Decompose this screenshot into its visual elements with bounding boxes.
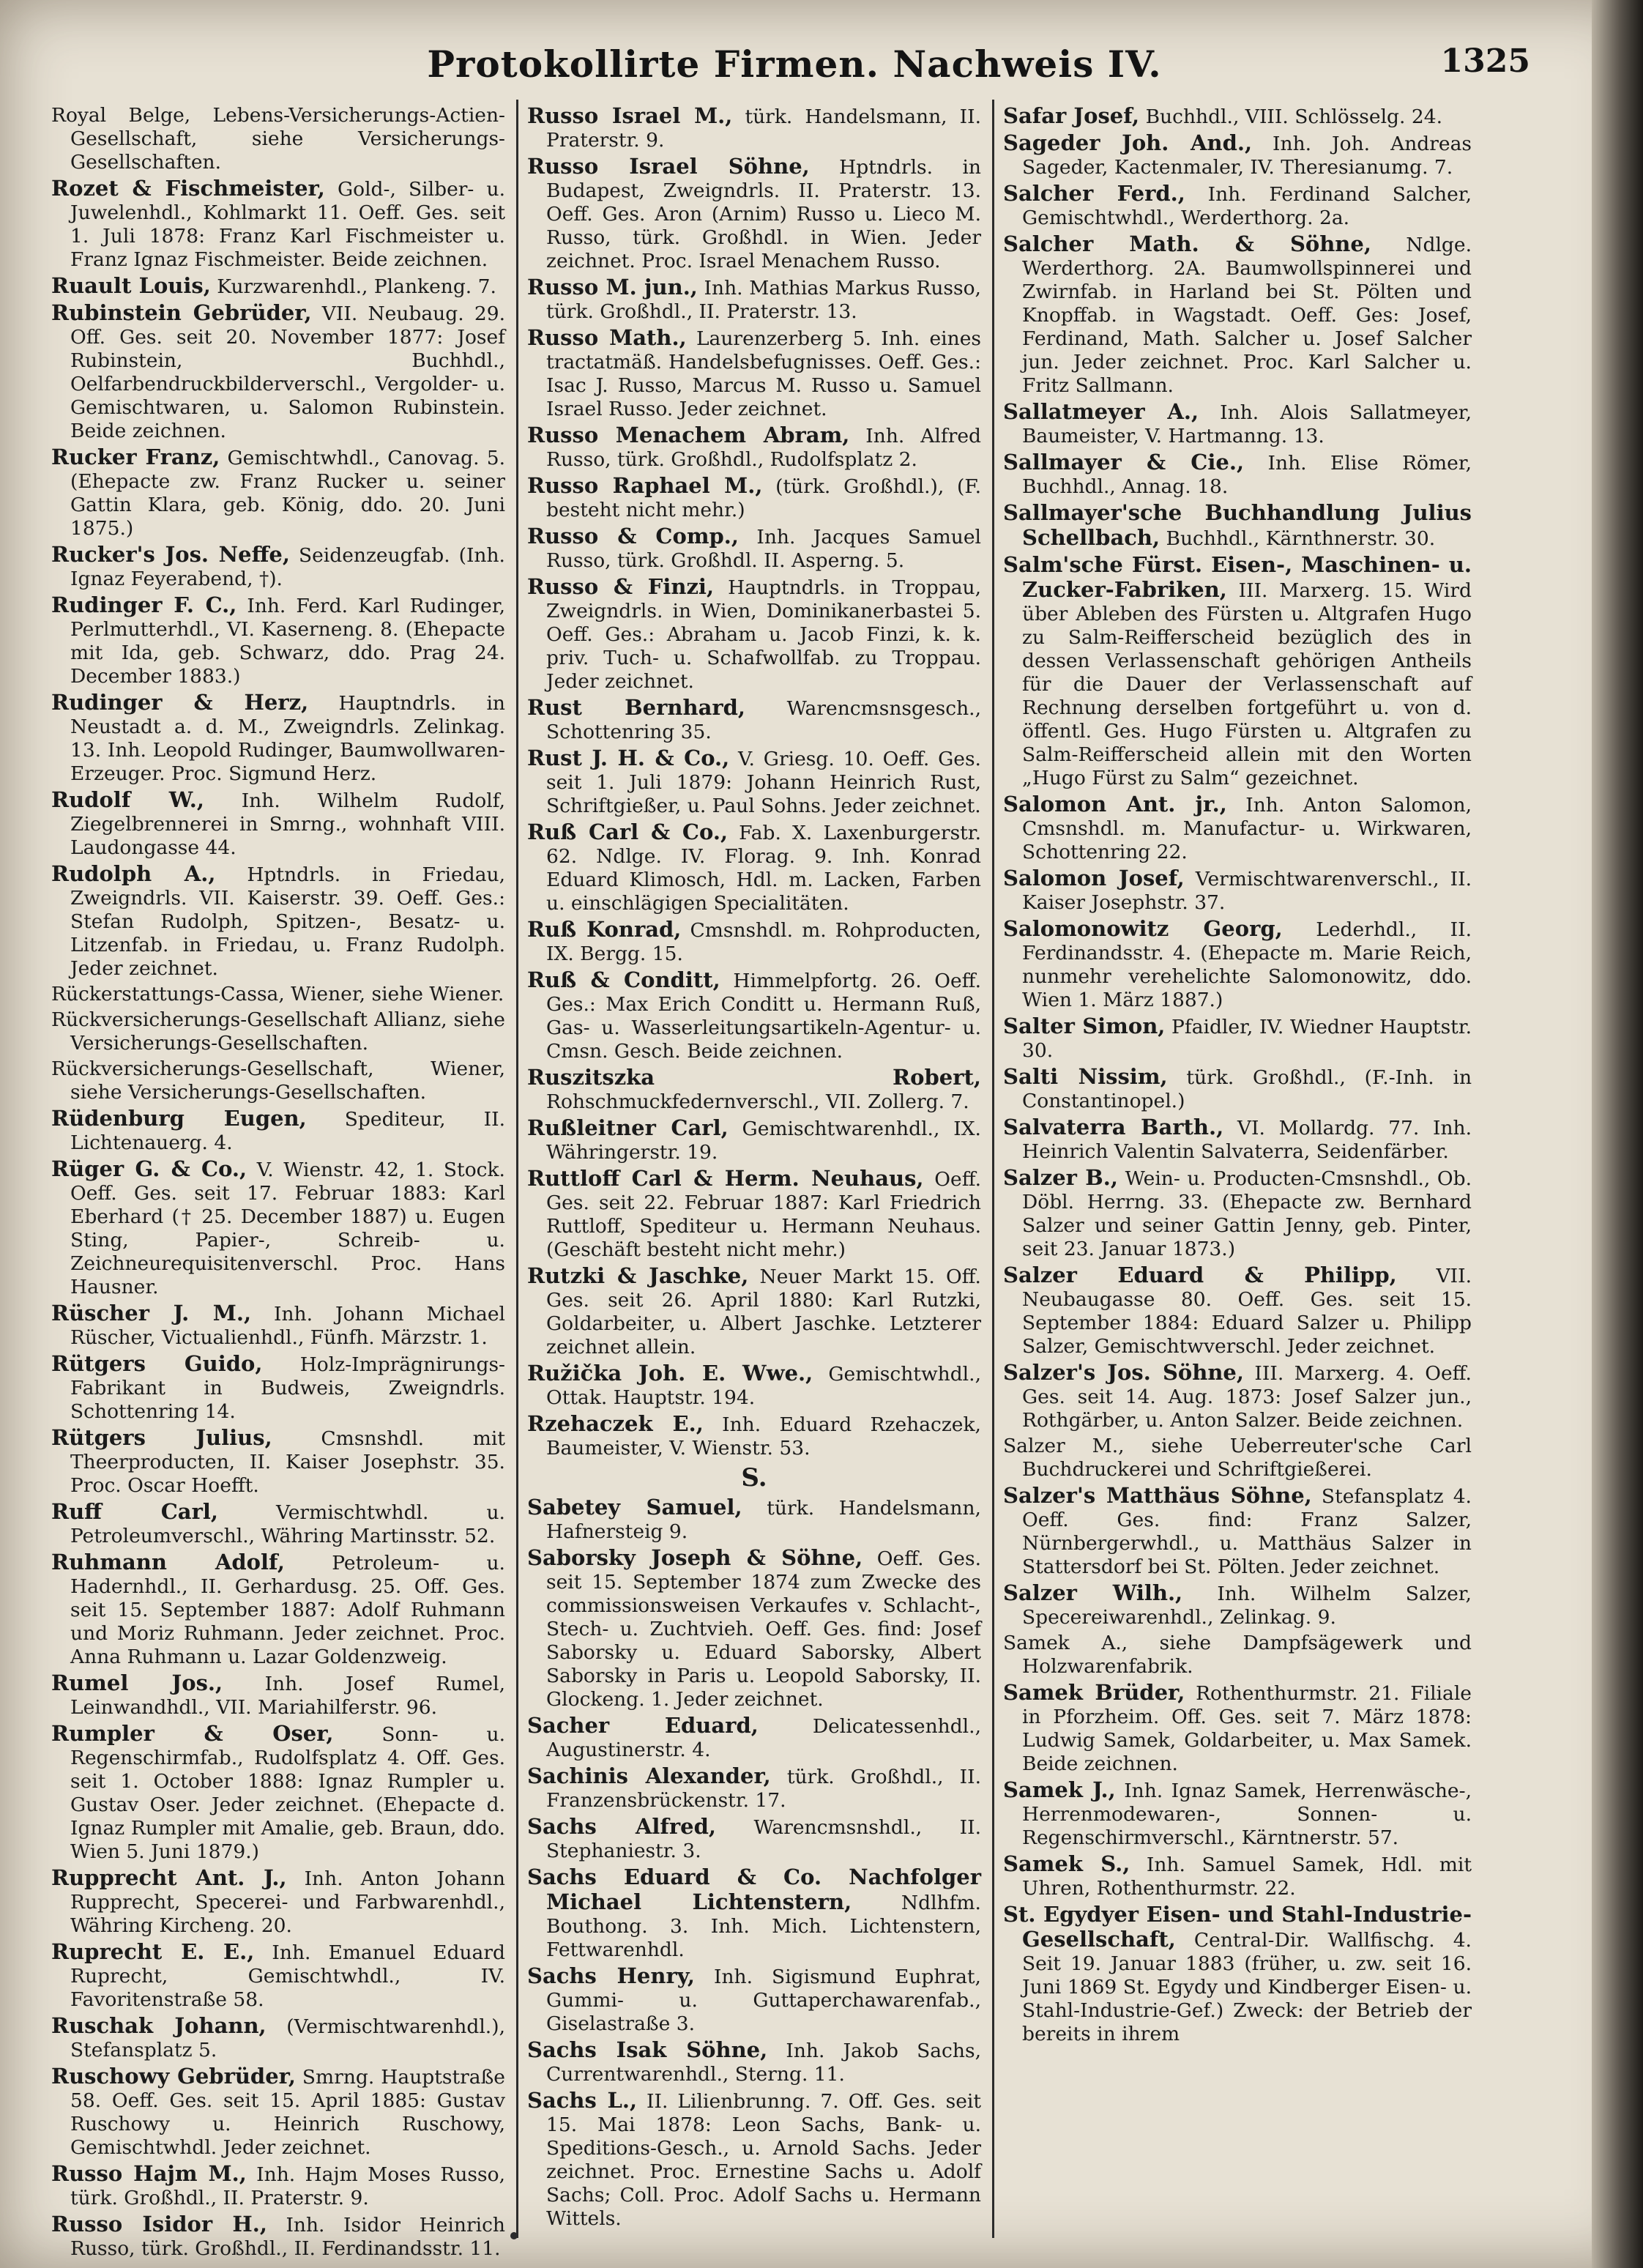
firm-name: Ružička Joh. E. Wwe., [527, 1361, 813, 1386]
entry-text: türk. Großhdl., II. Franzensbrückenstr. 17. [546, 1766, 981, 1812]
directory-entry [527, 2089, 981, 2231]
directory-entry [527, 1412, 981, 1460]
firm-name: Sallatmeyer A., [1003, 399, 1199, 424]
firm-name: Rüger G. & Co., [51, 1156, 247, 1181]
entry-text: Inh. Ferd. Karl Rudinger, Perlmutterhdl., VI. Kaserneng. 8. (Ehepacte mit Ida, geb. Schwarz, ddo. Prag 24. December 1883.) [70, 595, 505, 688]
directory-entry [51, 543, 505, 591]
firm-name: Ruff Carl, [51, 1499, 218, 1524]
running-head [59, 42, 1530, 94]
firm-name: Salzer Eduard & Philipp, [1003, 1263, 1397, 1287]
directory-entry [51, 1057, 505, 1104]
directory-entry [1003, 182, 1472, 230]
page-gutter-shadow [1592, 0, 1643, 2268]
entry-text: Inh. Elise Römer, Buchhdl., Annag. 18. [1022, 452, 1472, 498]
entry-text: II. Lilienbrunng. 7. Off. Ges. seit 15. Mai 1878: Leon Sachs, Bank- u. Speditions-Gesch., u. Arnold Sachs. Jeder zeichnet. Proc. Ernestine Sachs u. Adolf Sachs; Coll. Proc. Adolf Sachs u. Hermann Wittels. [546, 2090, 981, 2230]
entry-text: Ndlhfm. Bouthong. 3. Inh. Mich. Lichtenstern, Fettwarenhdl. [546, 1892, 981, 1961]
directory-entry [1003, 1435, 1472, 1481]
firm-name: Sachs Isak Söhne, [527, 2037, 768, 2062]
entry-text: Buchhdl., Kärnthnerstr. 30. [1160, 527, 1436, 550]
entry-text: Inh. Eduard Rzehaczek, Baumeister, V. Wienstr. 53. [546, 1413, 981, 1460]
firm-name: Saborsky Joseph & Söhne, [527, 1545, 863, 1570]
entry-text: Vermischtwarenverschl., II. Kaiser Josephstr. 37. [1022, 868, 1472, 914]
entry-text: Lederhdl., II. Ferdinandsstr. 4. (Ehepacte m. Marie Reich, nunmehr verehelichte Salomonowitz, ddo. Wien 1. März 1887.) [1022, 918, 1472, 1011]
firm-name: Salomonowitz Georg, [1003, 916, 1283, 941]
firm-name: Russo Math., [527, 325, 687, 350]
directory-entry [51, 445, 505, 540]
firm-name: Rucker Franz, [51, 445, 220, 469]
directory-entry [1003, 1778, 1472, 1850]
directory-entry [527, 968, 981, 1063]
directory-entry [1003, 1632, 1472, 1678]
firm-name: Samek S., [1003, 1851, 1130, 1876]
firm-name: Rüscher J. M., [51, 1301, 252, 1326]
entry-text: Wein- u. Producten-Cmsnshdl., Ob. Döbl. Herrng. 33. (Ehepacte zw. Bernhard Salzer und seiner Gattin Jenny, geb. Pinter, seit 23. Januar 1873.) [1022, 1167, 1472, 1260]
directory-entry [527, 1495, 981, 1544]
entry-text: Rückversicherungs-Gesellschaft, Wiener, siehe Versicherungs-Gesellschaften. [51, 1057, 505, 1104]
entry-text: Rückerstattungs-Cassa, Wiener, siehe Wiener. [51, 983, 504, 1005]
entry-text: Vermischtwhdl. u. Petroleumverschl., Währing Martinsstr. 52. [70, 1501, 505, 1547]
entry-text: Hptndrls. in Friedau, Zweigndrls. VII. Kaiserstr. 39. Oeff. Ges.: Stefan Rudolph, Spitzen-, Besatz- u. Litzenfab. in Friedau, u. Franz Rudolph. Jeder zeichnet. [70, 863, 505, 980]
entry-text: türk. Handelsmann, II. Praterstr. 9. [546, 105, 981, 152]
entry-text: Holz-Imprägnirungs-Fabrikant in Budweis, Zweigndrls. Schottenring 14. [70, 1353, 506, 1423]
firm-name: Sacher Eduard, [527, 1713, 759, 1738]
directory-entry [1003, 866, 1472, 915]
firm-name: Salzer Wilh., [1003, 1580, 1183, 1605]
firm-name: Salcher Math. & Söhne, [1003, 231, 1371, 256]
firm-name: Rudolf W., [51, 787, 204, 812]
entry-text: Central-Dir. Wallfischg. 4. Seit 19. Januar 1883 (früher, u. zw. seit 16. Juni 1869 St. Egydy und Kindberger Eisen- u. Stahl-Industrie-Gef.) Zweck: der Betrieb der bereits in ihrem [1022, 1929, 1472, 2045]
entry-text: Inh. Anton Salomon, Cmsnshdl. m. Manufactur- u. Wirkwaren, Schottenring 22. [1022, 794, 1472, 863]
directory-entry [51, 1550, 505, 1669]
firm-name: Russo Isidor H., [51, 2212, 267, 2237]
entry-text: Inh. Mathias Markus Russo, türk. Großhdl., II. Praterstr. 13. [546, 277, 981, 323]
column-rule [992, 100, 994, 2238]
directory-entry [527, 326, 981, 421]
entry-text: Inh. Ferdinand Salcher, Gemischtwhdl., Werderthorg. 2a. [1022, 183, 1472, 229]
directory-entry [1003, 1014, 1472, 1063]
entry-text: V. Griesg. 10. Oeff. Ges. seit 1. Juli 1879: Johann Heinrich Rust, Schriftgießer, u. Paul Sohns. Jeder zeichnet. [546, 748, 981, 817]
entry-text: Gemischtwhdl., Ottak. Hauptstr. 194. [546, 1363, 981, 1409]
firm-name: Salzer's Jos. Söhne, [1003, 1360, 1244, 1385]
directory-entry [527, 1815, 981, 1863]
entry-text: Rohschmuckfedernverschl., VII. Zollerg. 7. [546, 1090, 969, 1113]
directory-entry [51, 691, 505, 786]
entry-text: (Vermischtwarenhdl.), Stefansplatz 5. [70, 2015, 505, 2061]
entry-text: Inh. Anton Johann Rupprecht, Specerei- und Farbwarenhdl., Währing Kircheng. 20. [70, 1867, 505, 1937]
ornament-dot [510, 2232, 518, 2239]
firm-name: Sachs Eduard & Co. Nachfolger Michael Lichtenstern, [527, 1864, 981, 1914]
firm-name: Russo & Comp., [527, 524, 739, 549]
firm-name: Rucker's Jos. Neffe, [51, 542, 290, 567]
directory-entry [527, 2038, 981, 2086]
entry-text: Inh. Jacques Samuel Russo, türk. Großhdl. II. Asperng. 5. [546, 526, 981, 572]
firm-name: Rumel Jos., [51, 1670, 223, 1695]
directory-entry [527, 104, 981, 152]
directory-entry [527, 423, 981, 472]
directory-entry [527, 155, 981, 273]
column-1 [51, 104, 506, 2260]
directory-entry [527, 820, 981, 915]
letter-heading: S. [741, 1463, 767, 1492]
firm-name: Sallmayer'sche Buchhandlung Julius Schellbach, [1003, 500, 1472, 550]
firm-name: Rubinstein Gebrüder, [51, 300, 312, 325]
firm-name: Samek J., [1003, 1777, 1116, 1802]
entry-text: Inh. Samuel Samek, Hdl. mit Uhren, Rothenthurmstr. 22. [1022, 1854, 1472, 1900]
directory-entry [51, 1008, 505, 1055]
entry-text: Rückversicherungs-Gesellschaft Allianz, siehe Versicherungs-Gesellschaften. [51, 1008, 505, 1055]
firm-name: Rüdenburg Eugen, [51, 1106, 307, 1131]
firm-name: Russo Raphael M., [527, 473, 763, 498]
entry-text: Inh. Wilhelm Salzer, Specereiwarenhdl., Zelinkag. 9. [1022, 1583, 1472, 1629]
entry-text: Buchhdl., VIII. Schlösselg. 24. [1139, 105, 1442, 128]
directory-entry [1003, 131, 1472, 179]
entry-text: Ndlge. Werderthorg. 2A. Baumwollspinnerei und Zwirnfab. in Harland bei St. Pölten und Knopffab. in Wagstadt. Oeff. Ges: Josef, Ferdinand, Math. Salcher u. Josef Salcher jun. Jeder zeichnet. Proc. Karl Salcher u. Fritz Sallmann. [1022, 234, 1472, 397]
entry-text: Inh. Johann Michael Rüscher, Victualienhdl., Fünfh. Märzstr. 1. [70, 1303, 505, 1349]
entry-text: Gemischtwarenhdl., IX. Währingerstr. 19. [546, 1118, 981, 1164]
firm-name: Salcher Ferd., [1003, 181, 1185, 206]
entry-text: Hauptndrls. in Troppau, Zweigndrls. in Wien, Dominikanerbastei 5. Oeff. Ges.: Abraham u. Jacob Finzi, k. k. priv. Tuch- u. Schafwollfab. zu Troppau. Jeder zeichnet. [546, 576, 981, 693]
entry-text: Inh. Wilhelm Rudolf, Ziegelbrennerei in Smrng., wohnhaft VIII. Laudongasse 44. [70, 789, 506, 859]
directory-entry [527, 575, 981, 694]
directory-entry [527, 1964, 981, 2036]
directory-entry [51, 1157, 505, 1299]
directory-entry [1003, 1903, 1472, 2046]
directory-entry [527, 1264, 981, 1359]
firm-name: Sachs L., [527, 2088, 638, 2113]
firm-name: Sageder Joh. And., [1003, 130, 1253, 155]
firm-name: Samek Brüder, [1003, 1680, 1185, 1705]
entry-text: Salzer M., siehe Ueberreuter'sche Carl Buchdruckerei und Schriftgießerei. [1003, 1435, 1472, 1481]
entry-text: Inh. Josef Rumel, Leinwandhdl., VII. Mariahilferstr. 96. [70, 1673, 505, 1719]
directory-entry [51, 301, 505, 443]
entry-text: Inh. Jakob Sachs, Currentwarenhdl., Sterng. 11. [546, 2040, 981, 2086]
entry-text: Sonn- u. Regenschirmfab., Rudolfsplatz 4. Off. Ges. seit 1. October 1888: Ignaz Rumpler u. Gustav Oser. Jeder zeichnet. (Ehepacte d. Ignaz Rumpler mit Amalie, geb. Braun, ddo. Wien 5. Juni 1879.) [70, 1723, 505, 1863]
directory-entry [527, 1116, 981, 1164]
firm-name: Salomon Josef, [1003, 866, 1185, 891]
directory-entry [51, 788, 505, 860]
directory-entry [51, 2162, 505, 2210]
entry-text: Inh. Isidor Heinrich Russo, türk. Großhdl., II. Ferdinandsstr. 11. [70, 2214, 505, 2260]
directory-entry [51, 2064, 505, 2160]
directory-entry [527, 1764, 981, 1812]
firm-name: Russo M. jun., [527, 275, 698, 300]
firm-name: Ruszitszka Robert, [527, 1065, 981, 1090]
directory-entry [527, 1714, 981, 1762]
directory-entry [1003, 917, 1472, 1012]
entry-text: Hauptndrls. in Neustadt a. d. M., Zweigndrls. Zelinkag. 13. Inh. Leopold Rudinger, Baumwollwaren-Erzeuger. Proc. Sigmund Herz. [70, 692, 505, 785]
firm-name: Sabetey Samuel, [527, 1495, 742, 1520]
entry-text: Seidenzeugfab. (Inh. Ignaz Feyerabend, †). [70, 544, 505, 590]
firm-name: Salm'sche Fürst. Eisen-, Maschinen- u. Zucker-Fabriken, [1003, 552, 1472, 602]
firm-name: Ruschak Johann, [51, 2013, 267, 2038]
entry-text: Stefansplatz 4. Oeff. Ges. find: Franz Salzer, Nürnbergerwhdl., u. Matthäus Salzer in Stattersdorf bei St. Pölten. Jeder zeichnet. [1022, 1485, 1472, 1578]
directory-entry [1003, 1166, 1472, 1261]
directory-entry [51, 1940, 505, 2012]
firm-name: Russo Israel M., [527, 103, 733, 128]
directory-entry [51, 176, 505, 272]
directory-entry [527, 275, 981, 324]
entry-text: Oeff. Ges. seit 22. Februar 1887: Karl Friedrich Ruttloff, Spediteur u. Hermann Neuhaus. (Geschäft besteht nicht mehr.) [546, 1168, 981, 1261]
directory-entry [51, 1426, 505, 1498]
entry-text: Oeff. Ges. seit 15. September 1874 zum Zwecke des commissionsweisen Verkaufes v. Schlacht-, Stech- u. Zuchtvieh. Oeff. Ges. find: Josef Saborsky u. Eduard Saborsky, Albert Saborsky in Paris u. Leopold Saborsky, II. Glockeng. 1. Jeder zeichnet. [546, 1547, 982, 1711]
entry-text: türk. Großhdl., (F.-Inh. in Constantinopel.) [1022, 1066, 1472, 1112]
firm-name: Russo Israel Söhne, [527, 154, 810, 179]
entry-text: Laurenzerberg 5. Inh. eines tractatmäß. Handelsbefugnisses. Oeff. Ges.: Isac J. Russo, Marcus M. Russo u. Samuel Israel Russo. Jeder zeichnet. [546, 327, 982, 420]
firm-name: Ruprecht E. E., [51, 1939, 255, 1964]
directory-entry [1003, 792, 1472, 864]
firm-name: Ruschowy Gebrüder, [51, 2064, 296, 2089]
entry-text: Inh. Joh. Andreas Sageder, Kactenmaler, IV. Theresianumg. 7. [1022, 133, 1472, 179]
entry-text: Gemischtwhdl., Canovag. 5. (Ehepacte zw. Franz Rucker u. seiner Gattin Klara, geb. König, ddo. 20. Juni 1875.) [70, 447, 505, 540]
firm-name: Ruß Konrad, [527, 917, 682, 942]
directory-entry [51, 1352, 505, 1424]
entry-text: Rothenthurmstr. 21. Filiale in Pforzheim. Off. Ges. seit 7. März 1878: Ludwig Samek, Goldarbeiter, u. Max Samek. Beide zeichnen. [1022, 1682, 1472, 1775]
firm-name: Ruß & Conditt, [527, 967, 720, 992]
column-2 [527, 104, 981, 2228]
entry-text: Inh. Sigismund Euphrat, Gummi- u. Guttaperchawarenfab., Giselastraße 3. [546, 1966, 981, 2035]
directory-entry [1003, 1065, 1472, 1113]
firm-name: Rudinger F. C., [51, 592, 237, 617]
entry-text: Inh. Alfred Russo, türk. Großhdl., Rudolfsplatz 2. [546, 425, 982, 471]
entry-text: Gold-, Silber- u. Juwelenhdl., Kohlmarkt 11. Oeff. Ges. seit 1. Juli 1878: Franz Karl Fischmeister u. Franz Ignaz Fischmeister. Beide zeichnen. [70, 178, 505, 271]
firm-name: Rozet & Fischmeister, [51, 176, 325, 201]
directory-entry [1003, 450, 1472, 499]
firm-name: Russo Hajm M., [51, 2161, 247, 2186]
directory-entry [51, 1722, 505, 1864]
directory-entry [51, 104, 505, 174]
directory-entry [51, 983, 505, 1006]
directory-entry [51, 274, 505, 299]
firm-name: Sachinis Alexander, [527, 1763, 771, 1788]
entry-text: VII. Neubaugasse 80. Oeff. Ges. seit 15. September 1884: Eduard Salzer u. Philipp Salzer, Gemischtwverschl. Jeder zeichnet. [1022, 1265, 1472, 1358]
firm-name: Salti Nissim, [1003, 1064, 1168, 1089]
entry-text: Inh. Hajm Moses Russo, türk. Großhdl., II. Praterstr. 9. [70, 2163, 505, 2209]
entry-text: Cmsnshdl. m. Rohproducten, IX. Bergg. 15. [546, 919, 981, 965]
entry-text: (türk. Großhdl.), (F. besteht nicht mehr.) [546, 475, 981, 521]
firm-name: Rußleitner Carl, [527, 1115, 729, 1140]
directory-entry [1003, 1115, 1472, 1164]
entry-text: türk. Handelsmann, Hafnersteig 9. [546, 1497, 981, 1543]
directory-entry [527, 1066, 981, 1114]
entry-text: III. Marxerg. 15. Wird über Ableben des Fürsten u. Altgrafen Hugo zu Salm-Reifferscheid bezüglich des in dessen Verlassenschaft gehörigen Antheils für die Dauer der Verlassenschaft auf Rechnung derselben fortgeführt u. von d. öffentl. Ges. Hugo Fürsten u. Altgrafen zu Salm-Reifferscheid allein mit den Worten „Hugo Fürst zu Salm“ gezeichnet. [1022, 579, 1472, 789]
firm-name: Rust Bernhard, [527, 695, 746, 720]
page-title: Protokollirte Firmen. Nachweis IV. [427, 42, 1162, 86]
directory-entry [1003, 232, 1472, 398]
directory-entry [51, 1866, 505, 1938]
directory-entry [51, 862, 505, 981]
directory-entry [527, 746, 981, 818]
firm-name: Ruhmann Adolf, [51, 1550, 285, 1574]
directory-entry [1003, 1581, 1472, 1629]
directory-entry [527, 1865, 981, 1962]
firm-name: Rust J. H. & Co., [527, 746, 730, 770]
directory-entry [527, 696, 981, 744]
directory-entry [1003, 501, 1472, 551]
entry-text: Inh. Alois Sallatmeyer, Baumeister, V. Hartmanng. 13. [1022, 401, 1472, 447]
firm-name: Rütgers Julius, [51, 1425, 272, 1450]
directory-entry [527, 524, 981, 573]
entry-text: Warencmsnshdl., II. Stephaniestr. 3. [546, 1816, 981, 1862]
entry-text: Pfaidler, IV. Wiedner Hauptstr. 30. [1022, 1016, 1472, 1062]
firm-name: Rumpler & Oser, [51, 1721, 334, 1746]
directory-entry [1003, 1484, 1472, 1579]
entry-text: Himmelpfortg. 26. Oeff. Ges.: Max Erich Conditt u. Hermann Ruß, Gas- u. Wasserleitungsartikeln-Agentur- u. Cmsn. Gesch. Beide zeichnen. [546, 970, 981, 1063]
firm-name: Rzehaczek E., [527, 1411, 704, 1436]
column-rule [516, 100, 518, 2238]
firm-name: Ruttloff Carl & Herm. Neuhaus, [527, 1166, 924, 1191]
entry-text: Smrng. Hauptstraße 58. Oeff. Ges. seit 15. April 1885: Gustav Ruschowy u. Heinrich Ruschowy, Gemischtwhdl. Jeder zeichnet. [70, 2066, 505, 2159]
firm-name: Sallmayer & Cie., [1003, 450, 1245, 475]
directory-entry [1003, 104, 1472, 129]
directory-entry [1003, 400, 1472, 448]
firm-name: Ruault Louis, [51, 273, 211, 298]
firm-name: Sachs Alfred, [527, 1814, 717, 1839]
entry-text: VII. Neubaug. 29. Off. Ges. seit 20. November 1877: Josef Rubinstein, Buchhdl., Oelfarbendruckbilderverschl., Vergolder- u. Gemischtwaren, u. Salomon Rubinstein. Beide zeichnen. [70, 302, 505, 442]
directory-entry [1003, 1361, 1472, 1432]
firm-name: Rudolph A., [51, 861, 216, 886]
directory-entry [527, 474, 981, 522]
entry-text: Warencmsnsgesch., Schottenring 35. [546, 697, 982, 743]
firm-name: Salter Simon, [1003, 1014, 1166, 1038]
directory-entry [1003, 1852, 1472, 1900]
entry-text: Kurzwarenhdl., Plankeng. 7. [210, 275, 496, 298]
firm-name: Rudinger & Herz, [51, 690, 309, 715]
firm-name: Rütgers Guido, [51, 1351, 263, 1376]
directory-entry [51, 1301, 505, 1350]
entry-text: Samek A., siehe Dampfsägewerk und Holzwarenfabrik. [1003, 1632, 1472, 1678]
page-number: 1325 [1440, 42, 1530, 80]
directory-entry [527, 1546, 981, 1711]
firm-name: St. Egydyer Eisen- und Stahl-Industrie-Gesellschaft, [1003, 1902, 1472, 1952]
firm-name: Rutzki & Jaschke, [527, 1263, 749, 1288]
directory-entry [51, 2212, 505, 2261]
firm-name: Salvaterra Barth., [1003, 1115, 1224, 1139]
firm-name: Salomon Ant. jr., [1003, 792, 1227, 817]
directory-entry [51, 1107, 505, 1155]
entry-text: V. Wienstr. 42, 1. Stock. Oeff. Ges. seit 17. Februar 1883: Karl Eberhard († 25. December 1887) u. Eugen Sting, Papier-, Schreib- u. Zeichneurequisitenverschl. Proc. Hans Hausner. [70, 1159, 505, 1298]
directory-entry [51, 1671, 505, 1719]
directory-entry [51, 593, 505, 688]
firm-name: Russo & Finzi, [527, 574, 715, 599]
directory-entry [527, 918, 981, 966]
firm-name: Salzer's Matthäus Söhne, [1003, 1483, 1312, 1508]
directory-entry [1003, 553, 1472, 790]
entry-text: III. Marxerg. 4. Oeff. Ges. seit 14. Aug. 1873: Josef Salzer jun., Rothgärber, u. Anton Salzer. Beide zeichnen. [1022, 1362, 1472, 1432]
entry-text: Hptndrls. in Budapest, Zweigndrls. II. Praterstr. 13. Oeff. Ges. Aron (Arnim) Russo u. Lieco M. Russo, türk. Großhdl. in Wien. Jeder zeichnet. Proc. Israel Menachem Russo. [546, 156, 981, 272]
directory-entry [1003, 1263, 1472, 1358]
column-3 [1003, 104, 1472, 2228]
entry-text: Inh. Emanuel Eduard Ruprecht, Gemischtwhdl., IV. Favoritenstraße 58. [70, 1941, 505, 2011]
firm-name: Salzer B., [1003, 1165, 1118, 1190]
entry-text: Delicatessenhdl., Augustinerstr. 4. [546, 1715, 981, 1761]
entry-text: Inh. Ignaz Samek, Herrenwäsche-, Herrenmodewaren-, Sonnen- u. Regenschirmverschl., Kärntnerstr. 57. [1022, 1780, 1472, 1849]
firm-name: Rupprecht Ant. J., [51, 1865, 287, 1890]
entry-text: Petroleum- u. Hadernhdl., II. Gerhardusg. 25. Off. Ges. seit 15. September 1887: Adolf Ruhmann und Moriz Ruhmann. Jeder zeichnet. Proc. Anna Ruhmann u. Lazar Goldenzweig. [70, 1552, 505, 1668]
directory-entry [527, 1361, 981, 1410]
firm-name: Russo Menachem Abram, [527, 423, 850, 447]
entry-text: VI. Mollardg. 77. Inh. Heinrich Valentin Salvaterra, Seidenfärber. [1022, 1117, 1472, 1163]
entry-text: Cmsnshdl. mit Theerproducten, II. Kaiser Josephstr. 35. Proc. Oscar Hoefft. [70, 1427, 505, 1497]
directory-entry [1003, 1681, 1472, 1776]
entry-text: Fab. X. Laxenburgerstr. 62. Ndlge. IV. Florag. 9. Inh. Konrad Eduard Klimosch, Hdl. m. Lacken, Farben u. einschlägigen Specialitäten. [546, 822, 981, 915]
directory-entry [527, 1167, 981, 1262]
directory-entry [51, 2014, 505, 2062]
firm-name: Safar Josef, [1003, 103, 1140, 128]
firm-name: Sachs Henry, [527, 1963, 695, 1988]
entry-text: Spediteur, II. Lichtenauerg. 4. [70, 1108, 505, 1154]
entry-text: Royal Belge, Lebens-Versicherungs-Actien-Gesellschaft, siehe Versicherungs-Gesellschaften. [51, 104, 505, 174]
firm-name: Ruß Carl & Co., [527, 819, 729, 844]
entry-text: Neuer Markt 15. Off. Ges. seit 26. April 1880: Karl Rutzki, Goldarbeiter, u. Albert Jaschke. Letzterer zeichnet allein. [546, 1265, 981, 1358]
directory-entry [51, 1500, 505, 1548]
